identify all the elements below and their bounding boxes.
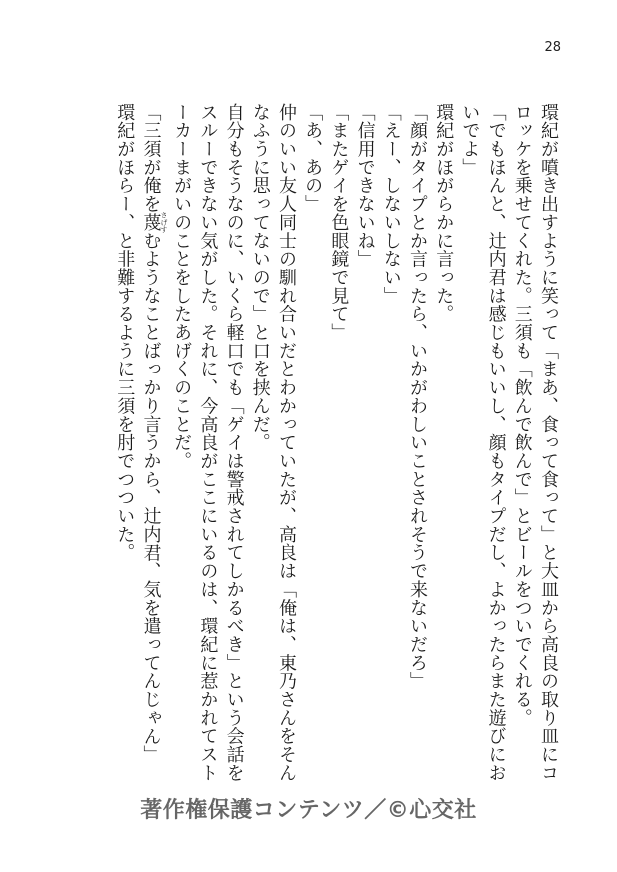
paragraph: 環紀がほらー、と非難するように三須を肘でつついた。 <box>114 103 136 562</box>
paragraph: 環紀が噴き出すように笑って「まあ、食って食って」と大皿から高良の取り皿にコロッケを乗せてくれた。三須も「飲んで飲んで」とビールをついでくれる。 <box>511 103 559 782</box>
ruby-reading: さげす <box>159 211 168 234</box>
ruby-word <box>140 211 168 234</box>
paragraph: 「またゲイを色眼鏡で見て」 <box>328 103 350 342</box>
paragraph: 「でもほんと、辻内君は感じもいいし、顔もタイプだし、よかったらまた遊びにおいでよ」 <box>459 103 507 782</box>
paragraph: 自分もそうなのに、いくら軽口でも「ゲイは警戒されてしかるべき」という会話をスルーできない気がした。それに、今高良がここにいるのは、環紀に惹かれてストーカーまがいのことをしたあげくのことだ。 <box>171 103 245 782</box>
paragraph: 「信用できないね」 <box>354 103 376 269</box>
page-number: 28 <box>544 40 561 55</box>
paragraph: 「えー、しないしない」 <box>380 103 402 305</box>
paragraph-with-ruby <box>137 103 168 783</box>
ruby-base: 蔑 <box>140 211 162 234</box>
paragraph: 環紀がほがらかに言った。 <box>433 103 455 324</box>
paragraph-part: むようなことばっかり言うから、辻内君、気を遣ってんじゃん」 <box>140 231 162 764</box>
copyright-watermark: 著作権保護コンテンツ／©心交社 <box>140 798 477 823</box>
paragraph: 仲のいい友人同士の馴れ合いだとわかっていたが、高良は「俺は、東乃さんをそんなふうに思ってないので」と口を挟んだ。 <box>249 103 297 782</box>
paragraph-part: 「三須が俺を <box>140 103 162 214</box>
paragraph: 「あ、あの」 <box>302 103 324 214</box>
paragraph: 「顔がタイプとか言ったら、いかがわしいことされそうで来ないだろ」 <box>406 103 428 691</box>
body-text <box>91 103 561 783</box>
